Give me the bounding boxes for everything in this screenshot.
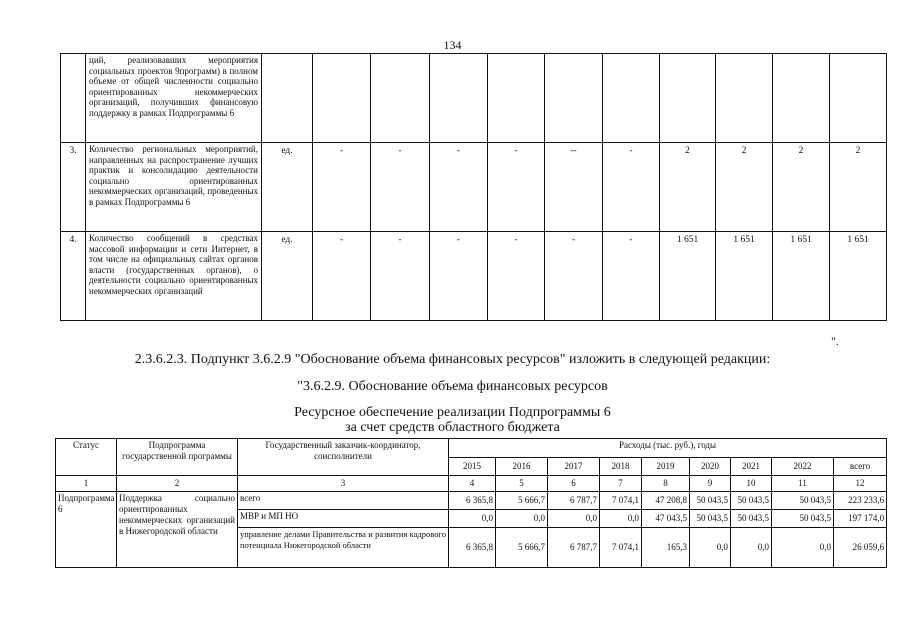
amount-cell: 7 074,1 [600, 492, 642, 510]
amount-cell: 6 787,7 [548, 492, 600, 510]
column-number: 8 [642, 476, 690, 492]
amount-cell: 5 666,7 [496, 492, 548, 510]
indicator-value: - [430, 143, 488, 232]
amount-total-cell: 197 174,0 [834, 510, 887, 528]
indicator-value: - [488, 143, 545, 232]
page-number: 134 [443, 38, 462, 52]
column-number: 6 [548, 476, 600, 492]
indicator-value: 2 [773, 143, 830, 232]
indicator-unit: ед. [262, 232, 313, 321]
program-name-cell: Поддержка социально ориентированных некоммерческих организаций в Нижегородской области [117, 492, 238, 568]
resources-table [55, 438, 887, 568]
customer-cell: управление делами Правительства и развития кадрового потенциала Нижегородской области [238, 528, 449, 568]
amount-cell: 6 365,8 [449, 528, 496, 568]
column-number: 5 [496, 476, 548, 492]
column-number: 7 [600, 476, 642, 492]
amount-cell: 5 666,7 [496, 528, 548, 568]
indicator-name-continued: ций, реализовавших мероприятия социальных проектов 9программ) в полном объеме от общей численности социально ориентированных некоммерческих организаций, получивших финансовую поддержку в рамках Подпрограммы 6 [86, 54, 262, 143]
indicator-row [61, 143, 887, 232]
customer-cell: всего [238, 492, 449, 510]
header-status: Статус [56, 439, 117, 476]
indicator-value: - [545, 232, 603, 321]
amount-cell: 0,0 [496, 510, 548, 528]
amount-cell: 0,0 [772, 528, 834, 568]
header-row [56, 439, 887, 458]
indicator-row [61, 232, 887, 321]
amount-cell: 165,3 [642, 528, 690, 568]
amount-cell: 7 074,1 [600, 528, 642, 568]
indicator-number: 3. [61, 143, 86, 232]
indicators-table [60, 53, 887, 321]
resource-row [56, 492, 887, 510]
header-program: Подпрограмма государственной программы [117, 439, 238, 476]
header-year: 2017 [548, 458, 600, 476]
indicator-value: - [488, 232, 545, 321]
indicator-value: - [603, 232, 660, 321]
indicator-value: - [603, 143, 660, 232]
column-number: 3 [238, 476, 449, 492]
status-cell: Подпрограмма 6 [56, 492, 117, 568]
column-number: 11 [772, 476, 834, 492]
amount-cell: 50 043,5 [731, 492, 772, 510]
header-year: 2020 [690, 458, 731, 476]
indicator-value: - [313, 143, 371, 232]
indicator-value: - [371, 232, 430, 321]
amount-cell: 50 043,5 [690, 510, 731, 528]
closing-quote: ". [831, 334, 839, 348]
indicator-value: - [430, 232, 488, 321]
amount-cell: 50 043,5 [731, 510, 772, 528]
header-expenses: Расходы (тыс. руб.), годы [449, 439, 887, 458]
amount-cell: 0,0 [548, 510, 600, 528]
column-number: 2 [117, 476, 238, 492]
column-number: 1 [56, 476, 117, 492]
indicator-value: 1 651 [830, 232, 887, 321]
indicator-name: Количество региональных мероприятий, направленных на распространение лучших практик и консолидацию деятельности социально ориентированных некоммерческих организаций, проведенных в рамках Подпрограммы 6 [86, 143, 262, 232]
indicator-value: 2 [660, 143, 716, 232]
header-year: 2016 [496, 458, 548, 476]
indicator-value: -- [545, 143, 603, 232]
amount-cell: 50 043,5 [772, 492, 834, 510]
column-number: 10 [731, 476, 772, 492]
indicator-value: 2 [830, 143, 887, 232]
column-numbers-row [56, 476, 887, 492]
indicator-value: 1 651 [773, 232, 830, 321]
column-number: 12 [834, 476, 887, 492]
amount-total-cell: 26 059,6 [834, 528, 887, 568]
indicator-unit: ед. [262, 143, 313, 232]
indicator-row-continued [61, 54, 887, 143]
header-year: 2019 [642, 458, 690, 476]
amount-cell: 6 787,7 [548, 528, 600, 568]
indicator-value: 2 [716, 143, 773, 232]
amount-cell: 50 043,5 [772, 510, 834, 528]
amount-cell: 0,0 [449, 510, 496, 528]
indicator-number-cell [61, 54, 86, 143]
indicator-value: - [313, 232, 371, 321]
header-year: 2021 [731, 458, 772, 476]
section-heading: "3.6.2.9. Обоснование объема финансовых ресурсов [297, 379, 608, 394]
amount-cell: 0,0 [690, 528, 731, 568]
amount-cell: 0,0 [600, 510, 642, 528]
indicator-value: 1 651 [716, 232, 773, 321]
amount-cell: 0,0 [731, 528, 772, 568]
amendment-text: 2.3.6.2.3. Подпункт 3.6.2.9 "Обоснование объема финансовых ресурсов" изложить в следующей редакции: [134, 352, 771, 367]
amount-cell: 50 043,5 [690, 492, 731, 510]
header-customer: Государственный заказчик-координатор, соисполнители [238, 439, 449, 476]
indicator-number: 4. [61, 232, 86, 321]
indicator-value: - [371, 143, 430, 232]
amount-cell: 47 208,8 [642, 492, 690, 510]
amount-cell: 47 043,5 [642, 510, 690, 528]
amount-total-cell: 223 233,6 [834, 492, 887, 510]
indicator-name: Количество сообщений в средствах массовой информации и сети Интернет, в том числе на официальных сайтах органов власти (государственных органов), о деятельности социально ориентированных некоммерческих организаций [86, 232, 262, 321]
column-number: 9 [690, 476, 731, 492]
indicator-value: 1 651 [660, 232, 716, 321]
customer-cell: МВР и МП НО [238, 510, 449, 528]
table-title: Ресурсное обеспечение реализации Подпрограммы 6 [294, 405, 611, 420]
header-year: 2018 [600, 458, 642, 476]
column-number: 4 [449, 476, 496, 492]
header-total: всего [834, 458, 887, 476]
header-year: 2022 [772, 458, 834, 476]
header-year: 2015 [449, 458, 496, 476]
table-subtitle: за счет средств областного бюджета [345, 420, 560, 435]
amount-cell: 6 365,8 [449, 492, 496, 510]
